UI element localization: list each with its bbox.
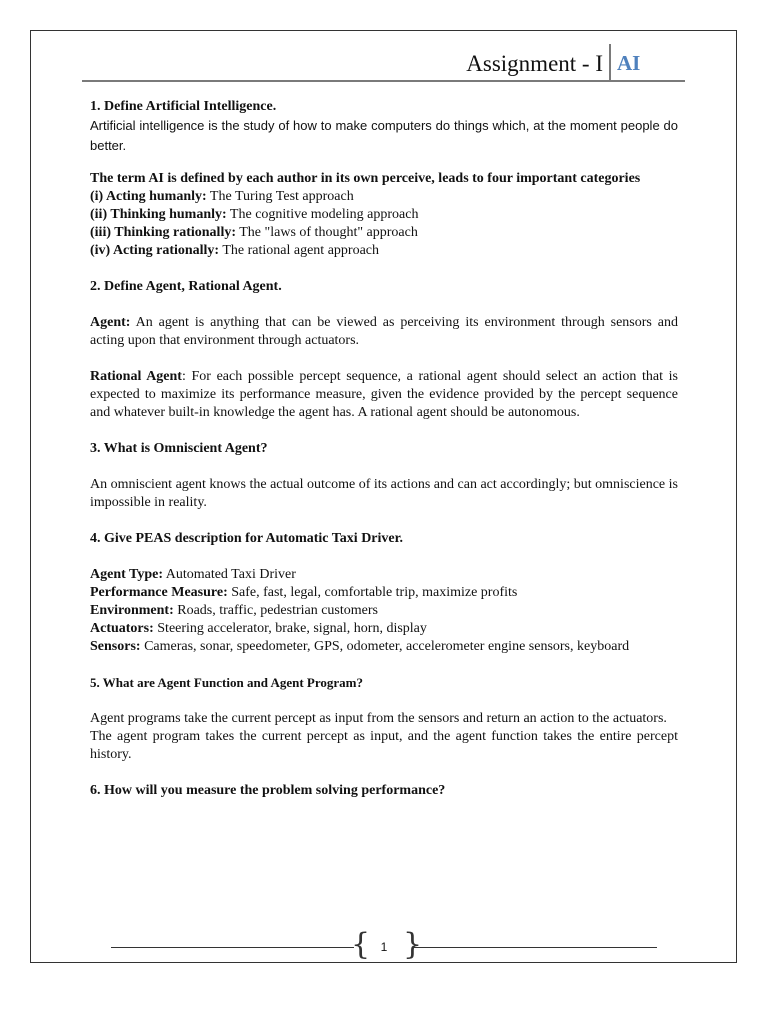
header-rule <box>82 80 685 82</box>
category-3 <box>90 224 678 242</box>
category-3-label: (iii) Thinking rationally: <box>90 225 236 240</box>
category-2-text: The cognitive modeling approach <box>226 207 419 222</box>
answer-5-part-1: Agent programs take the current percept as input from the sensors and return an action to the actuators. <box>90 711 667 726</box>
footer-brace-left: { <box>351 927 371 962</box>
question-4: 4. Give PEAS description for Automatic Taxi Driver. <box>90 531 404 546</box>
rational-agent-definition <box>90 368 678 422</box>
page-number: 1 <box>380 940 388 954</box>
question-2: 2. Define Agent, Rational Agent. <box>90 279 282 294</box>
peas-item-agent-type <box>90 566 678 584</box>
peas-text-agent-type: Automated Taxi Driver <box>162 567 296 582</box>
question-6: 6. How will you measure the problem solving performance? <box>90 783 446 798</box>
category-4-text: The rational agent approach <box>219 243 380 258</box>
peas-label-performance: Performance Measure: <box>90 585 228 600</box>
peas-item-actuators <box>90 620 678 638</box>
peas-item-performance <box>90 584 678 602</box>
agent-label: Agent: <box>90 315 131 330</box>
question-1: 1. Define Artificial Intelligence. <box>90 99 277 114</box>
peas-text-sensors: Cameras, sonar, speedometer, GPS, odometer, accelerometer engine sensors, keyboard <box>140 639 630 654</box>
peas-text-actuators: Steering accelerator, brake, signal, horn, display <box>153 621 427 636</box>
page-header <box>82 44 685 82</box>
category-1 <box>90 188 678 206</box>
answer-1: Artificial intelligence is the study of how to make computers do things which, at the moment people do better. <box>90 118 678 153</box>
rational-agent-label: Rational Agent <box>90 369 182 384</box>
peas-text-environment: Roads, traffic, pedestrian customers <box>173 603 378 618</box>
peas-item-environment <box>90 602 678 620</box>
category-1-text: The Turing Test approach <box>206 189 354 204</box>
category-4-label: (iv) Acting rationally: <box>90 243 220 258</box>
peas-label-actuators: Actuators: <box>90 621 154 636</box>
header-title: Assignment - I <box>466 51 603 76</box>
agent-text: An agent is anything that can be viewed as perceiving its environment through sensors and acting upon that environment through actuators. <box>90 315 678 348</box>
peas-label-agent-type: Agent Type: <box>90 567 163 582</box>
footer-rule-right <box>414 947 657 948</box>
agent-definition <box>90 314 678 350</box>
footer-rule-left <box>111 947 354 948</box>
answer-5-part-2: The agent program takes the current percept as input, and the agent function takes the entire percept history. <box>90 729 678 762</box>
document-body <box>90 98 678 800</box>
peas-text-performance: Safe, fast, legal, comfortable trip, maximize profits <box>227 585 518 600</box>
category-2 <box>90 206 678 224</box>
answer-3: An omniscient agent knows the actual outcome of its actions and can act accordingly; but omniscience is impossible in reality. <box>90 477 678 510</box>
question-5: 5. What are Agent Function and Agent Program? <box>90 675 364 690</box>
header-separator <box>609 44 611 82</box>
category-2-label: (ii) Thinking humanly: <box>90 207 227 222</box>
category-4 <box>90 242 678 260</box>
header-subject: AI <box>617 51 641 75</box>
category-3-text: The "laws of thought" approach <box>236 225 418 240</box>
ai-term-intro: The term AI is defined by each author in its own perceive, leads to four important categories <box>90 171 641 186</box>
category-1-label: (i) Acting humanly: <box>90 189 207 204</box>
peas-item-sensors <box>90 638 678 656</box>
peas-label-sensors: Sensors: <box>90 639 141 654</box>
footer-brace-right: } <box>403 927 423 962</box>
peas-label-environment: Environment: <box>90 603 174 618</box>
rational-agent-text: : For each possible percept sequence, a rational agent should select an action that is expected to maximize its performance measure, given the evidence provided by the percept sequence and whatever built-in knowledge the agent has. A rational agent should be autonomous. <box>90 369 678 420</box>
question-3: 3. What is Omniscient Agent? <box>90 441 268 456</box>
